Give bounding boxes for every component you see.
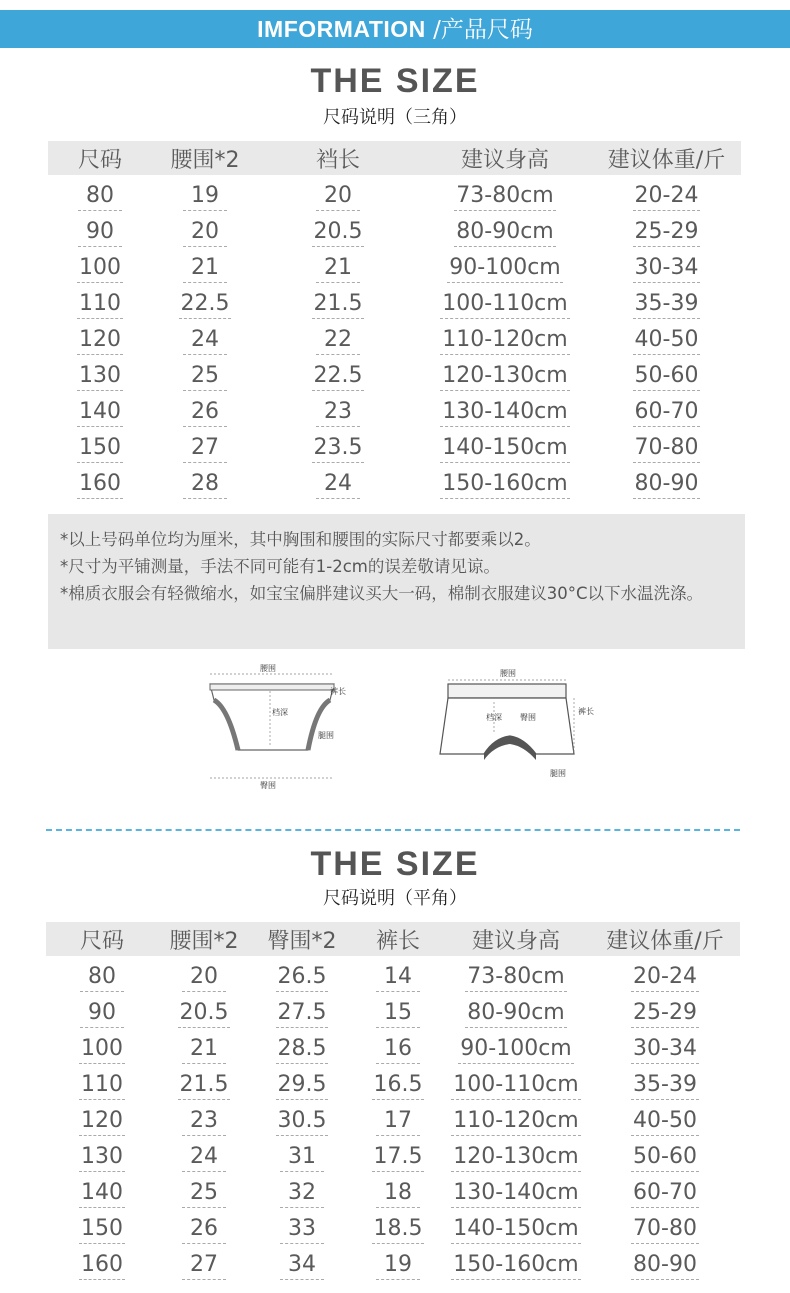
cell-value: 150-160cm [440,471,569,499]
cell-value: 25 [183,363,227,391]
table-cell [48,283,152,319]
cell-value: 22 [316,327,360,355]
table-cell [152,355,258,391]
cell-value: 150 [77,435,123,463]
cell-value: 21 [182,1036,226,1064]
cell-value: 60-70 [631,1180,699,1208]
cell-value: 140 [77,399,123,427]
table-row [46,1172,740,1208]
table-cell [418,211,592,247]
brief-side-label: 裤长 [330,687,346,696]
table-cell [442,992,590,1028]
table-cell [46,1244,158,1280]
cell-value: 29.5 [276,1072,329,1100]
table-cell [46,956,158,992]
boxer-waist-label: 腰围 [500,669,516,678]
table-cell [48,355,152,391]
banner-subtitle: /产品尺码 [425,17,533,43]
cell-value: 35-39 [633,291,701,319]
cell-value: 140-150cm [451,1216,580,1244]
cell-value: 80-90cm [465,1000,566,1028]
cell-value: 24 [182,1144,226,1172]
table-cell [152,391,258,427]
cell-value: 60-70 [633,399,701,427]
table-cell [592,391,741,427]
table-header-row [46,922,740,956]
cell-value: 21.5 [312,291,365,319]
cell-value: 80-90 [631,1252,699,1280]
cell-value: 120 [79,1108,125,1136]
boxer-leg-label: 腿围 [550,769,566,778]
cell-value: 100-110cm [440,291,569,319]
column-header: 臀围*2 [250,922,354,956]
cell-value: 73-80cm [465,964,566,992]
table-cell [158,1064,250,1100]
table-cell [46,1064,158,1100]
table-cell [442,1244,590,1280]
table-cell [354,1028,442,1064]
table-cell [590,1208,740,1244]
cell-value: 20 [183,219,227,247]
table-cell [258,319,418,355]
table-row [48,283,741,319]
brief-leg-label: 腿围 [318,731,334,740]
cell-value: 21 [183,255,227,283]
cell-value: 20.5 [178,1000,231,1028]
table-cell [158,1244,250,1280]
cell-value: 20 [316,183,360,211]
table-row [48,427,741,463]
cell-value: 80 [78,183,122,211]
column-header: 尺码 [46,922,158,956]
table-cell [250,1028,354,1064]
table-cell [442,1208,590,1244]
cell-value: 100 [79,1036,125,1064]
banner-title: IMFORMATION [257,16,426,42]
cell-value: 28.5 [276,1036,329,1064]
cell-value: 30-34 [633,255,701,283]
cell-value: 25-29 [631,1000,699,1028]
cell-value: 90 [80,1000,124,1028]
table-cell [592,355,741,391]
cell-value: 40-50 [631,1108,699,1136]
table-cell [250,1172,354,1208]
cell-value: 26.5 [276,964,329,992]
table-cell [442,1028,590,1064]
cell-value: 130-140cm [451,1180,580,1208]
cell-value: 120 [77,327,123,355]
table-cell [152,211,258,247]
table-cell [592,175,741,211]
cell-value: 16.5 [372,1072,425,1100]
cell-value: 40-50 [633,327,701,355]
table-cell [590,1172,740,1208]
cell-value: 150-160cm [451,1252,580,1280]
cell-value: 20-24 [633,183,701,211]
table-row [48,463,741,499]
table-cell [158,1028,250,1064]
table-cell [418,391,592,427]
table-cell [258,175,418,211]
cell-value: 130-140cm [440,399,569,427]
section1-subtitle: 尺码说明（三角） [323,107,467,128]
cell-value: 19 [376,1252,420,1280]
column-header: 腰围*2 [158,922,250,956]
table-cell [354,1100,442,1136]
cell-value: 110 [79,1072,125,1100]
cell-value: 160 [77,471,123,499]
table-cell [46,1136,158,1172]
table-cell [590,1028,740,1064]
table-cell [152,247,258,283]
cell-value: 23.5 [312,435,365,463]
table-row [48,211,741,247]
cell-value: 70-80 [631,1216,699,1244]
brief-hip-label: 臀围 [260,781,276,790]
cell-value: 18.5 [372,1216,425,1244]
cell-value: 27 [183,435,227,463]
section2-title: THE SIZE [310,845,480,883]
cell-value: 110 [77,291,123,319]
cell-value: 25 [182,1180,226,1208]
table-cell [590,1100,740,1136]
table-cell [46,1100,158,1136]
table-cell [354,992,442,1028]
cell-value: 20-24 [631,964,699,992]
table-row [46,1100,740,1136]
cell-value: 30.5 [276,1108,329,1136]
cell-value: 70-80 [633,435,701,463]
table-cell [250,956,354,992]
cell-value: 26 [182,1216,226,1244]
table-cell [354,1064,442,1100]
table-cell [592,319,741,355]
brief-waist-label: 腰围 [260,664,276,673]
table-cell [46,1028,158,1064]
table-cell [418,463,592,499]
cell-value: 19 [183,183,227,211]
cell-value: 27 [182,1252,226,1280]
cell-value: 25-29 [633,219,701,247]
cell-value: 20.5 [312,219,365,247]
column-header: 裤长 [354,922,442,956]
table-cell [48,211,152,247]
cell-value: 34 [280,1252,324,1280]
table-cell [258,355,418,391]
cell-value: 80-90 [633,471,701,499]
table-cell [250,1244,354,1280]
note-line: *以上号码单位均为厘米，其中胸围和腰围的实际尺寸都要乘以2。 [60,530,541,549]
table-row [48,391,741,427]
table-row [48,319,741,355]
cell-value: 16 [376,1036,420,1064]
cell-value: 22.5 [312,363,365,391]
notes-box [48,514,745,649]
column-header: 腰围*2 [152,141,258,175]
table-cell [418,247,592,283]
table-row [48,175,741,211]
boxer-hip-label: 臀围 [520,713,536,722]
table-cell [592,283,741,319]
cell-value: 32 [280,1180,324,1208]
table-cell [152,175,258,211]
cell-value: 35-39 [631,1072,699,1100]
column-header: 建议体重/斤 [590,922,740,956]
table-cell [592,211,741,247]
cell-value: 31 [280,1144,324,1172]
table-cell [152,319,258,355]
table-cell [158,1136,250,1172]
table-cell [48,175,152,211]
column-header: 建议身高 [442,922,590,956]
cell-value: 21 [316,255,360,283]
table-cell [250,1136,354,1172]
cell-value: 100-110cm [451,1072,580,1100]
cell-value: 130 [79,1144,125,1172]
cell-value: 17 [376,1108,420,1136]
cell-value: 30-34 [631,1036,699,1064]
column-header: 尺码 [48,141,152,175]
cell-value: 15 [376,1000,420,1028]
table-cell [258,211,418,247]
cell-value: 140 [79,1180,125,1208]
cell-value: 160 [79,1252,125,1280]
table-cell [258,391,418,427]
table-cell [158,1208,250,1244]
table-cell [590,1244,740,1280]
table-cell [158,956,250,992]
boxer-crotch-label: 档深 [486,713,502,722]
cell-value: 110-120cm [451,1108,580,1136]
boxer-side-label: 裤长 [578,707,594,716]
cell-value: 80-90cm [454,219,555,247]
cell-value: 28 [183,471,227,499]
table-row [46,1136,740,1172]
table-cell [354,1244,442,1280]
table-cell [258,427,418,463]
column-header: 建议体重/斤 [592,141,741,175]
table-cell [592,463,741,499]
table-cell [592,247,741,283]
table-row [48,247,741,283]
cell-value: 24 [183,327,227,355]
table-cell [250,1208,354,1244]
table-cell [46,992,158,1028]
cell-value: 90-100cm [458,1036,573,1064]
table-cell [152,427,258,463]
table-cell [442,1136,590,1172]
table-cell [442,1172,590,1208]
table-cell [590,1064,740,1100]
table-cell [258,463,418,499]
info-banner [0,10,790,48]
cell-value: 22.5 [179,291,232,319]
cell-value: 14 [376,964,420,992]
table-cell [48,247,152,283]
size-table-brief [48,141,741,499]
table-cell [46,1208,158,1244]
cell-value: 120-130cm [440,363,569,391]
table-cell [418,283,592,319]
cell-value: 21.5 [178,1072,231,1100]
table-cell [158,992,250,1028]
table-cell [152,283,258,319]
cell-value: 18 [376,1180,420,1208]
cell-value: 17.5 [372,1144,425,1172]
table-cell [418,175,592,211]
table-cell [48,391,152,427]
section2-subtitle: 尺码说明（平角） [323,888,467,909]
table-cell [590,992,740,1028]
table-cell [590,1136,740,1172]
table-cell [354,1208,442,1244]
cell-value: 23 [182,1108,226,1136]
table-cell [418,355,592,391]
size-table-boxer [46,922,740,1280]
table-cell [354,1136,442,1172]
table-cell [258,247,418,283]
cell-value: 90 [78,219,122,247]
table-row [46,1064,740,1100]
table-cell [354,1172,442,1208]
cell-value: 23 [316,399,360,427]
table-cell [48,427,152,463]
cell-value: 80 [80,964,124,992]
cell-value: 110-120cm [440,327,569,355]
table-cell [442,956,590,992]
boxer-measure-diagram [428,662,598,797]
table-cell [258,283,418,319]
table-cell [48,463,152,499]
cell-value: 26 [183,399,227,427]
cell-value: 20 [182,964,226,992]
cell-value: 50-60 [633,363,701,391]
column-header: 裆长 [258,141,418,175]
cell-value: 33 [280,1216,324,1244]
column-header: 建议身高 [418,141,592,175]
table-cell [442,1100,590,1136]
note-line: *尺寸为平铺测量，手法不同可能有1-2cm的误差敬请见谅。 [60,557,500,576]
table-cell [158,1100,250,1136]
table-row [46,1244,740,1280]
brief-measure-diagram [198,660,358,795]
section1-title: THE SIZE [310,62,480,100]
table-cell [250,1064,354,1100]
table-header-row [48,141,741,175]
table-cell [418,319,592,355]
table-cell [418,427,592,463]
table-row [46,956,740,992]
cell-value: 73-80cm [454,183,555,211]
section-divider [46,829,740,831]
table-cell [354,956,442,992]
cell-value: 130 [77,363,123,391]
cell-value: 50-60 [631,1144,699,1172]
note-line: *棉质衣服会有轻微缩水，如宝宝偏胖建议买大一码，棉制衣服建议30°C以下水温洗涤。 [60,584,704,603]
boxer-illustration [428,662,598,797]
table-cell [152,463,258,499]
cell-value: 120-130cm [451,1144,580,1172]
table-row [46,992,740,1028]
table-row [46,1028,740,1064]
table-cell [250,1100,354,1136]
table-cell [158,1172,250,1208]
cell-value: 150 [79,1216,125,1244]
table-row [48,355,741,391]
table-cell [590,956,740,992]
table-cell [442,1064,590,1100]
brief-illustration [198,660,358,795]
cell-value: 90-100cm [447,255,562,283]
cell-value: 140-150cm [440,435,569,463]
table-cell [592,427,741,463]
brief-crotch-label: 档深 [272,708,288,717]
table-cell [250,992,354,1028]
table-cell [48,319,152,355]
cell-value: 24 [316,471,360,499]
table-row [46,1208,740,1244]
cell-value: 100 [77,255,123,283]
cell-value: 27.5 [276,1000,329,1028]
table-cell [46,1172,158,1208]
